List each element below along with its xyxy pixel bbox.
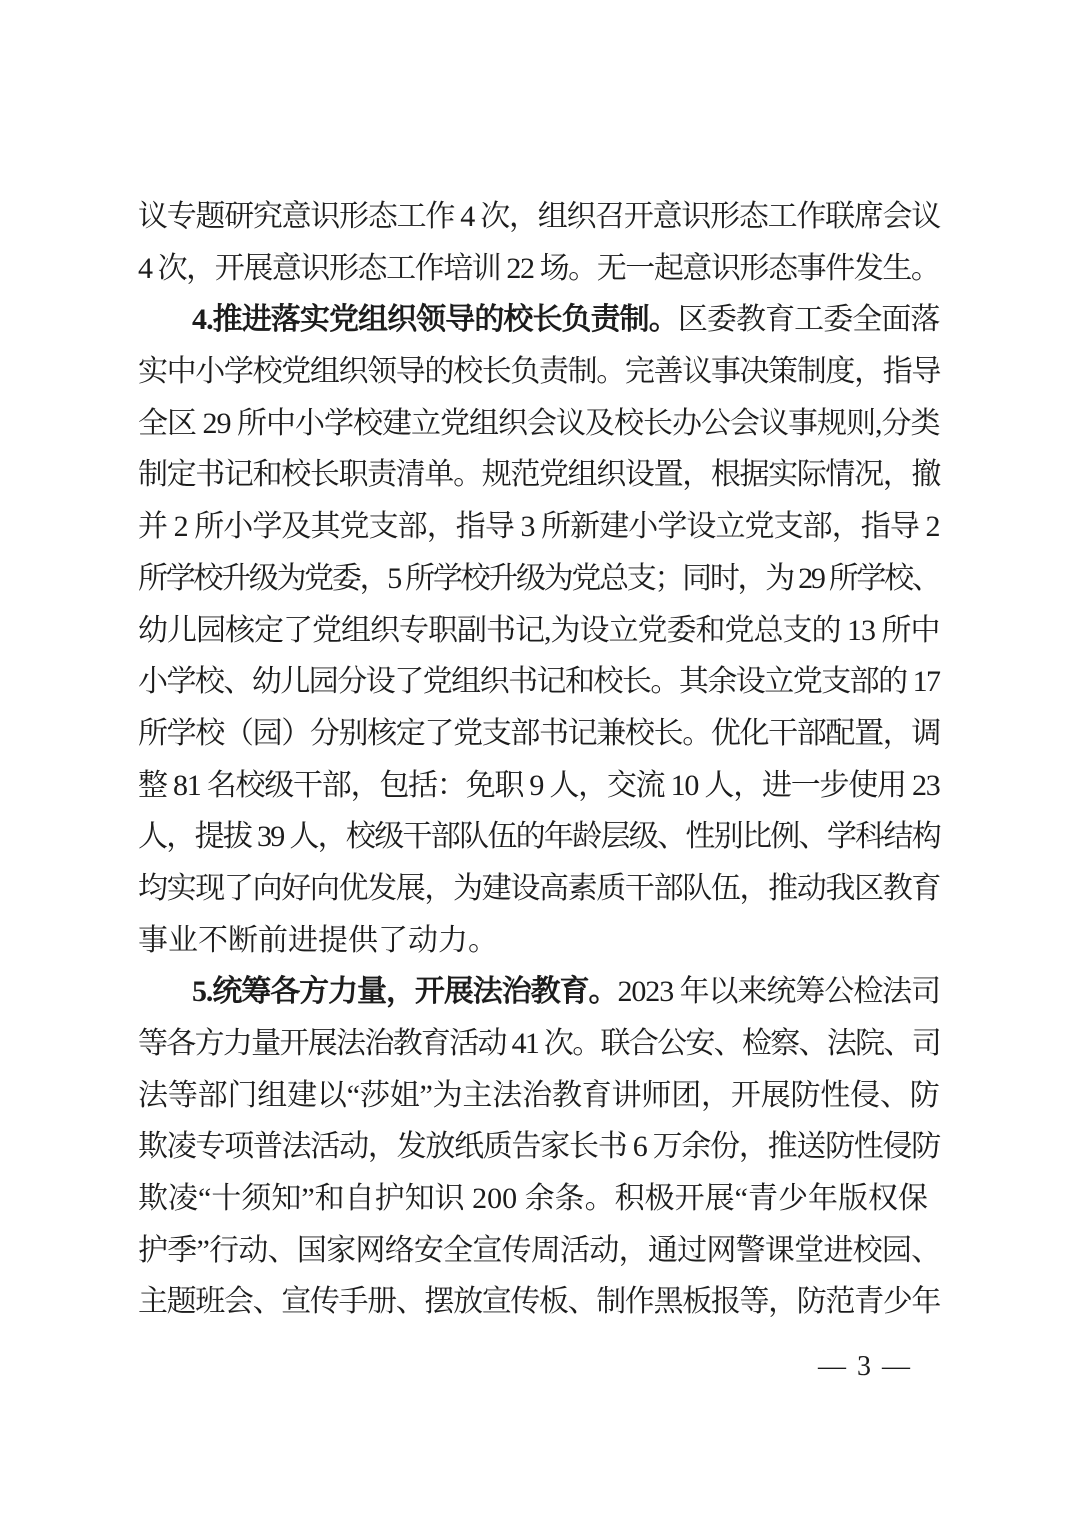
text-line — [138, 811, 940, 863]
text-segment: 等各方力量开展法治教育活动 41 次。联合公安、检察、法院、司 — [138, 1027, 940, 1060]
text-line — [138, 1173, 940, 1225]
text-line — [138, 966, 940, 1018]
text-line — [138, 398, 940, 450]
heading-segment: 4.推进落实党组织领导的校长负责制。 — [192, 303, 678, 337]
text-line — [138, 1276, 940, 1328]
text-segment: 4 次，开展意识形态工作培训 22 场。无一起意识形态事件发生。 — [138, 251, 940, 285]
text-line — [138, 605, 940, 657]
text-segment: 幼儿园核定了党组织专职副书记,为设立党委和党总支的 13 所中 — [138, 613, 940, 647]
text-segment: 整 81 名校级干部，包括：免职 9 人，交流 10 人，进一步使用 23 — [138, 768, 940, 802]
text-segment: 均实现了向好向优发展，为建设高素质干部队伍，推动我区教育 — [138, 871, 940, 905]
text-line — [138, 708, 940, 760]
text-line — [138, 346, 940, 398]
text-segment: 主题班会、宣传手册、摆放宣传板、制作黑板报等，防范青少年 — [138, 1285, 940, 1319]
text-segment: 所学校升级为党委，5 所学校升级为党总支；同时，为 29 所学校、 — [138, 561, 940, 595]
text-segment: 事业不断前进提供了动力。 — [138, 923, 498, 957]
text-line — [138, 656, 940, 708]
heading-segment: 5.统筹各方力量，开展法治教育。 — [192, 975, 618, 1009]
text-line — [138, 243, 940, 295]
text-line — [138, 449, 940, 501]
text-segment: 欺凌专项普法活动，发放纸质告家长书 6 万余份，推送防性侵防 — [138, 1130, 940, 1164]
text-line — [138, 553, 940, 605]
text-line — [138, 863, 940, 915]
text-line — [138, 915, 940, 967]
page-number: — 3 — — [818, 1351, 912, 1382]
text-segment: 护季”行动、国家网络安全宣传周活动，通过网警课堂进校园、 — [138, 1233, 941, 1267]
text-segment: 法等部门组建以“莎姐”为主法治教育讲师团，开展防性侵、防 — [138, 1078, 940, 1112]
text-line — [138, 760, 940, 812]
document-body — [138, 191, 940, 1328]
text-segment: 欺凌“十须知”和自护知识 200 余条。积极开展“青少年版权保 — [138, 1182, 928, 1216]
text-segment: 区委教育工委全面落 — [677, 303, 940, 337]
text-line — [138, 294, 940, 346]
text-line — [138, 191, 940, 243]
text-segment: 2023 年以来统筹公检法司 — [617, 975, 941, 1009]
text-segment: 实中小学校党组织领导的校长负责制。完善议事决策制度，指导 — [138, 355, 940, 389]
text-segment: 并 2 所小学及其党支部，指导 3 所新建小学设立党支部，指导 2 — [138, 510, 940, 544]
text-segment: 人，提拔 39 人，校级干部队伍的年龄层级、性别比例、学科结构 — [138, 820, 940, 854]
text-line — [138, 1018, 940, 1070]
text-line — [138, 1070, 940, 1122]
text-segment: 全区 29 所中小学校建立党组织会议及校长办公会议事规则,分类 — [138, 406, 940, 440]
text-segment: 所学校（园）分别核定了党支部书记兼校长。优化干部配置，调 — [138, 716, 940, 750]
text-segment: 议专题研究意识形态工作 4 次，组织召开意识形态工作联席会议 — [138, 200, 940, 233]
text-line — [138, 501, 940, 553]
text-line — [138, 1225, 940, 1277]
text-segment: 小学校、幼儿园分设了党组织书记和校长。其余设立党支部的 17 — [138, 665, 940, 699]
text-segment: 制定书记和校长职责清单。规范党组织设置，根据实际情况，撤 — [138, 458, 940, 492]
text-line — [138, 1121, 940, 1173]
